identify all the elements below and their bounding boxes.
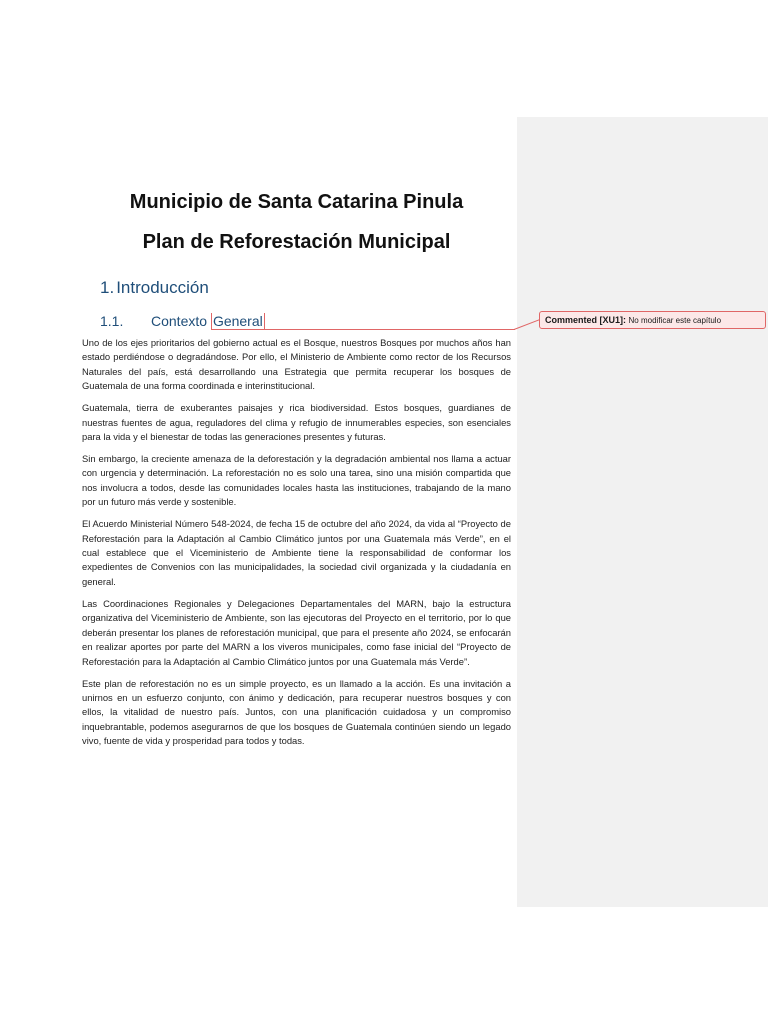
document-title-line1: Municipio de Santa Catarina Pinula bbox=[129, 191, 464, 213]
paragraph: Guatemala, tierra de exuberantes paisajes y rica biodiversidad. Estos bosques, guardianes de nuestras fuentes de agua, reguladores del clima y refugio de innumerables especies, son esenciales para la vida y el bienestar de todas las generaciones presentes y futuras. bbox=[82, 402, 511, 443]
heading2-number: 1.1. bbox=[100, 313, 124, 329]
heading2-text: Contexto bbox=[151, 313, 208, 329]
commented-text-highlight[interactable]: General bbox=[212, 313, 263, 329]
heading-contexto-general bbox=[100, 313, 265, 329]
paragraph: Sin embargo, la creciente amenaza de la deforestación y la degradación ambiental nos llama a actuar con urgencia y determinación. La reforestación no es solo una tarea, sino una misión compartida que nos involucra a todos, desde las comunidades locales hasta las instituciones, trabajando de la mano por un futuro más verde y sostenible. bbox=[82, 453, 511, 508]
paragraph: Las Coordinaciones Regionales y Delegaciones Departamentales del MARN, bajo la estructura organizativa del Viceministerio de Ambiente, son las ejecutoras del Proyecto en el territorio, por lo que deberán presentar los planes de reforestación municipal, que para el presente año 2024, se enfocarán en realizar aportes por parte del MARN a los viveros municipales, como fase inicial del “Proyecto de Reforestación para la Adaptación al Cambio Climático juntos por una Guatemala más Verde”. bbox=[82, 597, 511, 667]
comment-text: No modificar este capítulo bbox=[628, 316, 722, 325]
comment-pane bbox=[517, 117, 768, 907]
body-text bbox=[82, 336, 511, 756]
paragraph: El Acuerdo Ministerial Número 548-2024, de fecha 15 de octubre del año 2024, da vida al “Proyecto de Reforestación para la Adaptación al Cambio Climático juntos por una Guatemala más Verde”, en el cual establece que el Viceministerio de Ambiente tiene la responsabilidad de conformar los expedientes de Convenios con las municipalidades, la sociedad civil organizada y la ciudadanía en general. bbox=[82, 518, 511, 587]
paragraph: Este plan de reforestación no es un simple proyecto, es un llamado a la acción. Es una invitación a unirnos en un esfuerzo conjunto, con ánimo y dedicación, para recuperar nuestros bosques y con ellos, la vitalidad de nuestro país. Juntos, con una planificación cuidadosa y un compromiso inquebrantable, podemos asegurarnos de que los bosques de Guatemala continúen siendo un legado vivo, fuente de vida y prosperidad para todos y todas. bbox=[82, 677, 511, 747]
heading-introduccion bbox=[100, 278, 209, 298]
heading1-number: 1. bbox=[100, 278, 115, 297]
paragraph: Uno de los ejes prioritarios del gobierno actual es el Bosque, nuestros Bosques por muchos años han estado perdiéndose o degradándose. Por ello, el Ministerio de Ambiente como rector de los Recursos Naturales del país, está desarrollando una Estrategia que permita recuperar los bosques de Guatemala de una forma coordinada e interinstitucional. bbox=[82, 337, 511, 392]
comment-author: Commented [XU1]: bbox=[545, 315, 627, 325]
comment-balloon[interactable] bbox=[539, 311, 766, 329]
heading1-text: Introducción bbox=[116, 278, 209, 297]
document-title-line2: Plan de Reforestación Municipal bbox=[142, 231, 451, 253]
comment-connector-line bbox=[262, 329, 515, 330]
